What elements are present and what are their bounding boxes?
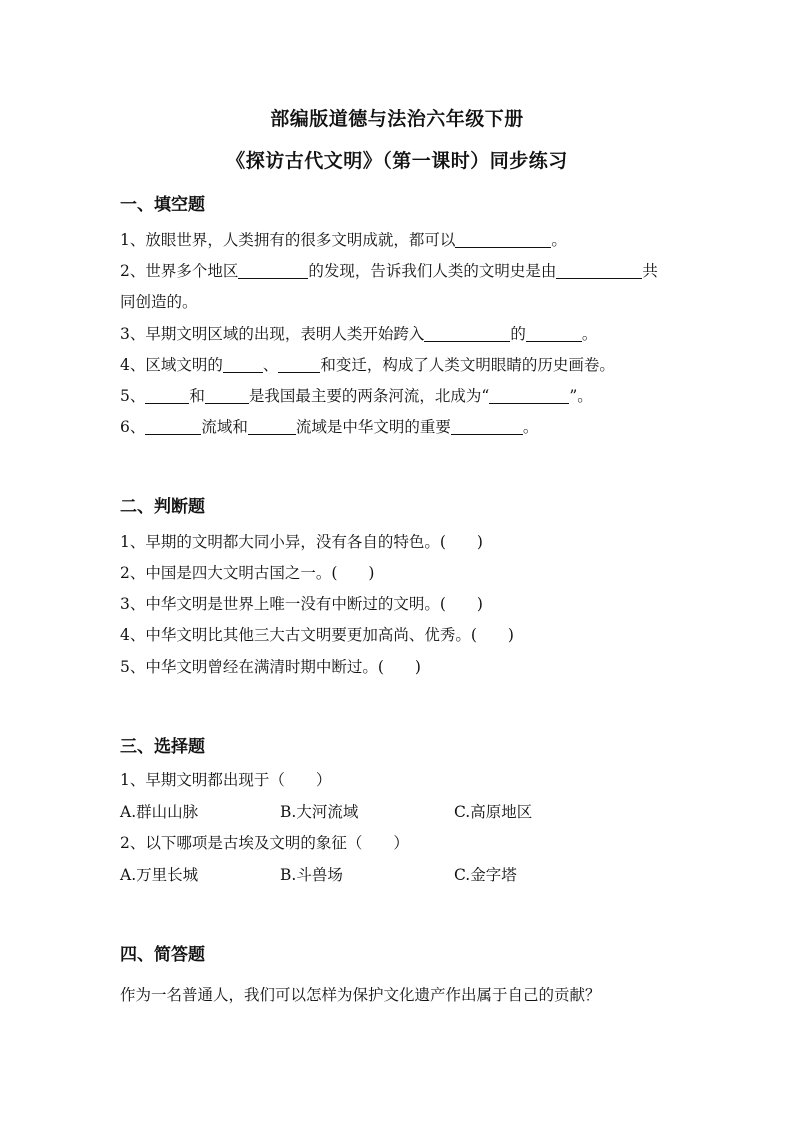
short-answer-question: 作为一名普通人，我们可以怎样为保护文化遗产作出属于自己的贡献？ [120,986,601,1004]
answer-blank[interactable] [238,261,308,279]
q4-text-b: 、 [262,356,279,374]
q4-text-a: 4、区域文明的 [120,356,223,374]
choice-1-option-a[interactable]: A.群山山脉 [120,803,199,821]
fill-section-heading: 一、填空题 [120,195,205,215]
q5-text-b: 和 [189,387,205,405]
fill-question-4 [120,353,615,375]
answer-blank[interactable] [451,417,523,435]
q3-text-a: 3、早期文明区域的出现，表明人类开始跨入 [120,325,425,343]
fill-question-6 [120,415,538,437]
q5-text-c: 是我国最主要的两条河流，北成为“ [248,387,490,405]
choice-2-option-c[interactable]: C.金字塔 [454,866,517,884]
answer-blank[interactable] [145,417,201,435]
page-subtitle: 《探访古代文明》（第一课时）同步练习 [226,150,568,172]
fill-question-2 [120,259,658,281]
choice-1-option-c[interactable]: C.高原地区 [454,803,533,821]
q2-text-b: 的发现，告诉我们人类的文明史是由 [308,262,557,280]
choice-2-option-a[interactable]: A.万里长城 [120,866,199,884]
q6-text-a: 6、 [120,418,146,436]
q5-text-a: 5、 [120,387,146,405]
fill-question-3 [120,322,597,344]
judge-question-5: 5、中华文明曾经在满清时期中断过。( ) [120,658,421,676]
choice-section-heading: 三、选择题 [120,737,205,757]
fill-question-2-continued: 同创造的。 [120,293,198,311]
q2-text-a: 2、世界多个地区 [120,262,239,280]
answer-blank[interactable] [278,355,320,373]
page-title: 部编版道德与法治六年级下册 [270,108,524,130]
q4-text-c: 和变迁，构成了人类文明眼睛的历史画卷。 [320,356,615,374]
choice-2-option-b[interactable]: B.斗兽场 [280,866,343,884]
answer-blank[interactable] [455,230,551,248]
answer-blank[interactable] [556,261,642,279]
judge-section-heading: 二、判断题 [120,497,205,517]
fill-question-1 [120,228,567,250]
answer-blank[interactable] [248,417,296,435]
answer-blank[interactable] [223,355,263,373]
q3-text-b: 的 [510,325,526,343]
q5-text-d: ”。 [569,387,593,405]
choice-question-2-stem: 2、以下哪项是古埃及文明的象征（ ） [120,834,409,852]
q6-text-d: 。 [522,418,539,436]
judge-question-1: 1、早期的文明都大同小异，没有各自的特色。( ) [120,533,483,551]
q3-text-c: 。 [581,325,598,343]
q6-text-c: 流域是中华文明的重要 [295,418,451,436]
q6-text-b: 流域和 [201,418,248,436]
choice-1-option-b[interactable]: B.大河流域 [280,803,359,821]
judge-question-2: 2、中国是四大文明古国之一。( ) [120,564,375,582]
answer-blank[interactable] [145,386,189,404]
answer-blank[interactable] [205,386,249,404]
q2-text-c: 共 [642,262,658,280]
fill-question-5 [120,384,593,406]
answer-blank[interactable] [424,324,510,342]
q1-text-a: 1、放眼世界，人类拥有的很多文明成就，都可以 [120,231,456,249]
q1-text-b: 。 [551,231,567,249]
short-section-heading: 四、简答题 [120,945,205,965]
judge-question-4: 4、中华文明比其他三大古文明要更加高尚、优秀。( ) [120,626,514,644]
answer-blank[interactable] [526,324,582,342]
answer-blank[interactable] [489,386,569,404]
choice-question-1-stem: 1、早期文明都出现于（ ） [120,771,332,789]
judge-question-3: 3、中华文明是世界上唯一没有中断过的文明。( ) [120,595,483,613]
